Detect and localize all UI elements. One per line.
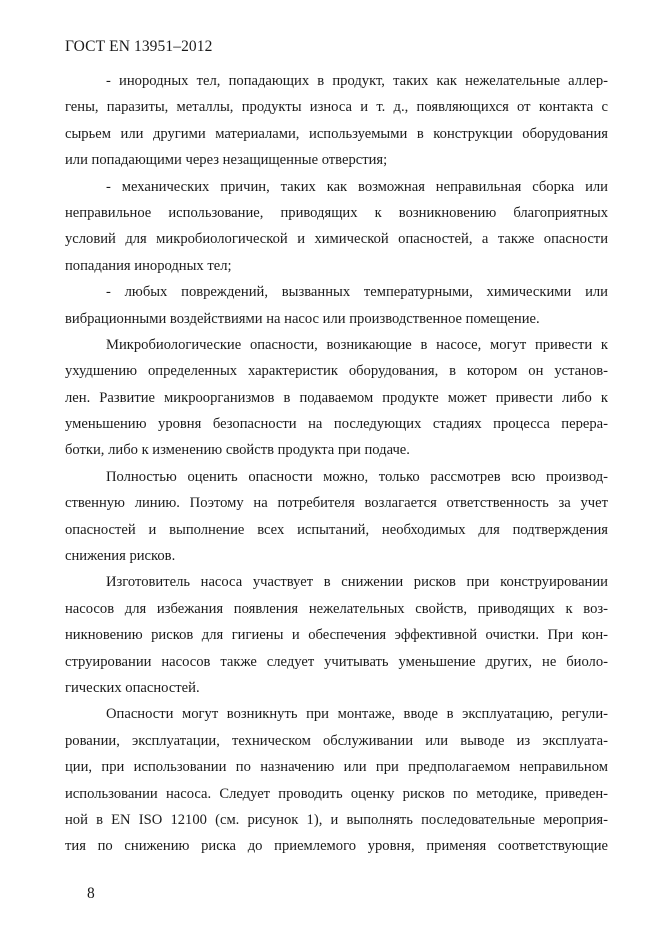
text-line: Микробиологические опасности, возникающие в насосе, могут привести к [106, 336, 608, 353]
text-line: гических опасностей. [65, 679, 200, 696]
text-line: Изготовитель насоса участвует в снижении рисков при конструировании [106, 574, 608, 591]
text-line: ции, при использовании по назначению или при предполагаемом неправильном [65, 759, 608, 776]
text-line: лен. Развитие микроорганизмов в подаваемом продукте может привести либо к [65, 389, 608, 406]
text-line: тия по снижению риска до приемлемого уровня, применяя соответствующие [65, 838, 608, 855]
paragraph-risk-assessment [65, 701, 608, 859]
text-line: ственную линию. Поэтому на потребителя возлагается ответственность за учет [65, 495, 608, 512]
text-line: ухудшению определенных характеристик оборудования, в котором он установ- [65, 363, 608, 380]
text-line: никновению рисков для гигиены и обеспечения эффективной очистки. При кон- [65, 627, 608, 644]
paragraph-foreign-bodies [65, 68, 608, 174]
text-line: - механических причин, таких как возможная неправильная сборка или [106, 178, 608, 195]
text-line: струировании насосов также следует учитывать уменьшение других, не биоло- [65, 653, 608, 670]
text-line: уменьшению уровня безопасности на последующих стадиях процесса перера- [65, 416, 608, 433]
paragraph-microbiological-hazards [65, 332, 608, 464]
page-number: 8 [87, 885, 95, 902]
text-line: сырьем или другими материалами, используемыми в конструкции оборудования [65, 125, 608, 142]
text-line: условий для микробиологической и химической опасностей, а также опасности [65, 231, 608, 248]
body-text [65, 68, 608, 860]
text-line: использовании насоса. Следует проводить оценку рисков по методике, приведен- [65, 785, 608, 802]
text-line: снижения рисков. [65, 548, 176, 565]
text-line: - любых повреждений, вызванных температурными, химическими или [106, 284, 608, 301]
text-line: опасностей и выполнение всех испытаний, необходимых для подтверждения [65, 521, 608, 538]
text-line: ботки, либо к изменению свойств продукта при подаче. [65, 442, 410, 459]
text-line: или попадающими через незащищенные отверстия; [65, 152, 388, 169]
text-line: - инородных тел, попадающих в продукт, таких как нежелательные аллер- [106, 73, 608, 89]
text-line: попадания инородных тел; [65, 257, 232, 274]
text-line: неправильное использование, приводящих к возникновению благоприятных [65, 204, 608, 221]
text-line: ной в EN ISO 12100 (см. рисунок 1), и выполнять последовательные мероприя- [65, 811, 608, 828]
paragraph-hazard-assessment [65, 464, 608, 570]
paragraph-mechanical-causes [65, 174, 608, 280]
paragraph-damage [65, 279, 608, 332]
text-line: вибрационными воздействиями на насос или производственное помещение. [65, 310, 540, 327]
text-line: гены, паразиты, металлы, продукты износа и т. д., появляющихся от контакта с [65, 99, 608, 116]
paragraph-manufacturer-role [65, 569, 608, 701]
standard-header: ГОСТ EN 13951–2012 [65, 38, 213, 55]
text-line: Опасности могут возникнуть при монтаже, вводе в эксплуатацию, регули- [106, 706, 608, 723]
text-line: Полностью оценить опасности можно, только рассмотрев всю производ- [106, 468, 608, 485]
text-line: ровании, эксплуатации, техническом обслуживании или выводе из эксплуата- [65, 732, 608, 749]
text-line: насосов для избежания появления нежелательных свойств, приводящих к воз- [65, 600, 608, 617]
